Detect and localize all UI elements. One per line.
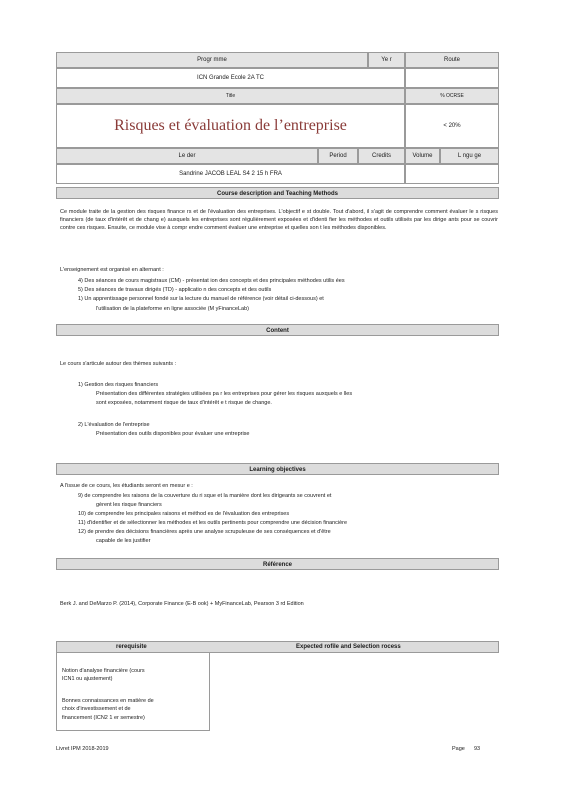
language-label-cell	[440, 148, 499, 164]
learning-objectives-heading: Learning objectives	[56, 463, 499, 475]
title-label: Title	[225, 93, 236, 99]
objectives-intro: A l'issue de ce cours, les étudiants seront en mesur e :	[60, 483, 193, 489]
prerequisite-heading: rerequisite	[116, 644, 147, 650]
prerequisite-block-1-line-1: Notion d'analyse financière (cours	[62, 668, 145, 674]
period-label: Period	[329, 153, 347, 159]
credits-label-cell	[358, 148, 405, 164]
prerequisite-block-2-line-3: financement (ICN2 1 er semestre)	[62, 715, 145, 721]
leader-label-cell	[56, 148, 318, 164]
objective-item-3: 11) d'identifier et de sélectionner les méthodes et les outils pertinents pour comprendre une décision financière	[78, 520, 348, 526]
ocrse-label: % OCRSE	[440, 93, 464, 99]
ocrse-label-cell	[405, 88, 499, 104]
prerequisite-block-1-line-2: ICN1 ou ajustement)	[62, 676, 113, 682]
expected-profile-heading: Expected rofile and Selection rocess	[296, 644, 401, 650]
volume-label: Volume	[412, 153, 433, 159]
year-label: Ye r	[381, 57, 392, 63]
footer-page-label: Page	[452, 746, 465, 752]
content-item-2-line-1: Présentation des outils disponibles pour évaluer une entreprise	[96, 431, 250, 437]
year-label-cell	[368, 52, 405, 68]
route-value-cell	[405, 68, 499, 88]
prerequisite-block-2-line-2: choix d'investissement et de	[62, 706, 131, 712]
description-item-1: 4) Des séances de cours magistraux (CM) - présentat ion des concepts et des principales méthodes utilis ées	[78, 278, 345, 284]
program-label: Progr mme	[197, 57, 227, 63]
volume-value-cell	[405, 164, 499, 184]
ocrse-value-cell	[405, 104, 499, 148]
objective-item-4: 12) de prendre des décisions financières après une analyse scrupuleuse de ses conséquences et d'être	[78, 529, 331, 535]
reference-line: Berk J. and DeMarzo P. (2014), Corporate Finance (E-B ook) + MyFinanceLab, Pearson 3 rd Edition	[60, 601, 304, 607]
description-paragraph: Ce module traite de la gestion des risques finance rs et de l'évaluation des entreprises. L'objectif e st double. Tout d'abord, il s'agit de comprendre comment évaluer le s risques financiers (de taux d'intérêt et de chang e) auxquels les entreprises sont régulièrement exposées et d'identi fier les méthodes et outils utilisés par les dirige ants pour se couvrir contre ces risques. Ensuite, ce module vise à compr endre comment évaluer une entreprise et quelles son t les méthodes disponibles.	[60, 209, 498, 231]
volume-label-cell	[405, 148, 440, 164]
program-value-cell	[56, 68, 405, 88]
leader-value: Sandrine JACOB LEAL S4 2 15 h FRA	[179, 171, 282, 177]
objective-item-1-cont: gèrent les risque financiers	[96, 502, 162, 508]
objective-item-2: 10) de comprendre les principales raisons et méthod es de l'évaluation des entreprises	[78, 511, 290, 517]
course-title: Risques et évaluation de l’entreprise	[114, 117, 347, 134]
content-heading: Content	[56, 324, 499, 336]
leader-label: Le der	[178, 153, 196, 159]
objective-item-4-cont: capable de les justifier	[96, 538, 151, 544]
description-item-2: 5) Des séances de travaux dirigés (TD) - applicatio n des concepts et des outils	[78, 287, 272, 293]
description-intro: L'enseignement est organisé en alternant :	[60, 267, 164, 273]
route-label: Route	[443, 57, 460, 63]
leader-value-cell	[56, 164, 405, 184]
route-label-cell	[405, 52, 499, 68]
title-label-cell	[56, 88, 405, 104]
prerequisite-block-2-line-1: Bonnes connaissances en matière de	[62, 698, 154, 704]
objective-item-1: 9) de comprendre les raisons de la couverture du ri sque et la manière dont les dirigeants se couvrent et	[78, 493, 332, 499]
content-item-1-line-1: Présentation des différentes stratégies utilisées pa r les entreprises pour gérer les risques auxquels e lles	[96, 391, 353, 397]
description-item-3: 1) Un apprentissage personnel fondé sur la lecture du manuel de référence (voir détail ci-dessous) et	[78, 296, 324, 302]
content-item-1-title: 1) Gestion des risques financiers	[78, 382, 159, 388]
content-item-1-line-2: sont exposées, notamment risque de taux d'intérêt e t risque de change.	[96, 400, 272, 406]
course-description-heading: Course description and Teaching Methods	[56, 187, 499, 199]
period-label-cell	[318, 148, 358, 164]
program-label-cell	[56, 52, 368, 68]
ocrse-value: < 20%	[443, 123, 461, 129]
content-item-2-title: 2) L'évaluation de l'entreprise	[78, 422, 150, 428]
program-value: ICN Grande Ecole 2A TC	[197, 75, 264, 81]
credits-label: Credits	[371, 153, 391, 159]
footer-page-number: 93	[474, 746, 481, 752]
reference-heading: Référence	[56, 558, 499, 570]
content-intro: Le cours s'articule autour des thèmes suivants :	[60, 361, 176, 367]
description-item-4: l'utilisation de la plateforme en ligne associée (M yFinanceLab)	[96, 306, 249, 312]
footer-left: Livret IPM 2018-2019	[56, 746, 109, 752]
language-label: L ngu ge	[457, 153, 482, 159]
